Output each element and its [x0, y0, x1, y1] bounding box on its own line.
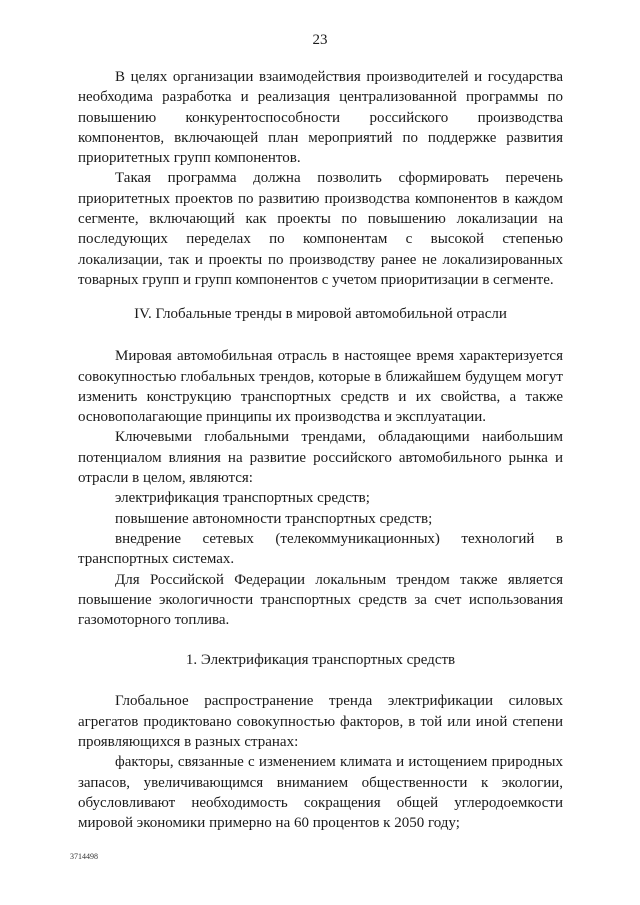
list-item: факторы, связанные с изменением климата и истощением природных запасов, увеличивающимся вниманием общественности к экологии, обусловливают необходимость сокращения общей углеродоемкости мировой экономики примерно на 60 процентов к 2050 году; [78, 754, 563, 832]
paragraph: Глобальное распространение тренда электрификации силовых агрегатов продиктовано совокупностью факторов, в той или иной степени проявляющихся в разных странах: [78, 693, 563, 751]
list-item: повышение автономности транспортных средств; [115, 510, 433, 527]
paragraph: Такая программа должна позволить сформировать перечень приоритетных проектов по развитию производства компонентов в каждом сегменте, включающий как проекты по повышению локализации на последующих переделах по компонентам с высокой степенью локализации, так и проекты по производству ранее не локализированных товарных групп и групп компонентов с учетом приоритизации в сегменте. [78, 170, 563, 288]
paragraph: Ключевыми глобальными трендами, обладающими наибольшим потенциалом влияния на развитие российского автомобильного рынка и отрасли в целом, являются: [78, 429, 563, 487]
document-code: 3714498 [70, 852, 98, 861]
paragraph: Для Российской Федерации локальным трендом также является повышение экологичности транспортных средств за счет использования газомоторного топлива. [78, 571, 563, 629]
list-item: электрификация транспортных средств; [115, 490, 370, 507]
page-number: 23 [312, 32, 328, 48]
section-heading: IV. Глобальные тренды в мировой автомобильной отрасли [134, 306, 507, 323]
document-body [78, 67, 563, 834]
paragraph: В целях организации взаимодействия производителей и государства необходима разработка и реализация централизованной программы по повышению конкурентоспособности российского производства компонентов, включающей план мероприятий по поддержке развития приоритетных групп компонентов. [78, 69, 563, 167]
list-item: внедрение сетевых (телекоммуникационных) технологий в транспортных системах. [78, 530, 563, 568]
subsection-heading: 1. Электрификация транспортных средств [185, 652, 456, 669]
paragraph: Мировая автомобильная отрасль в настоящее время характеризуется совокупностью глобальных трендов, которые в ближайшем будущем могут изменить конструкцию транспортных средств и их свойства, а также основополагающие принципы их производства и эксплуатации. [78, 348, 563, 426]
